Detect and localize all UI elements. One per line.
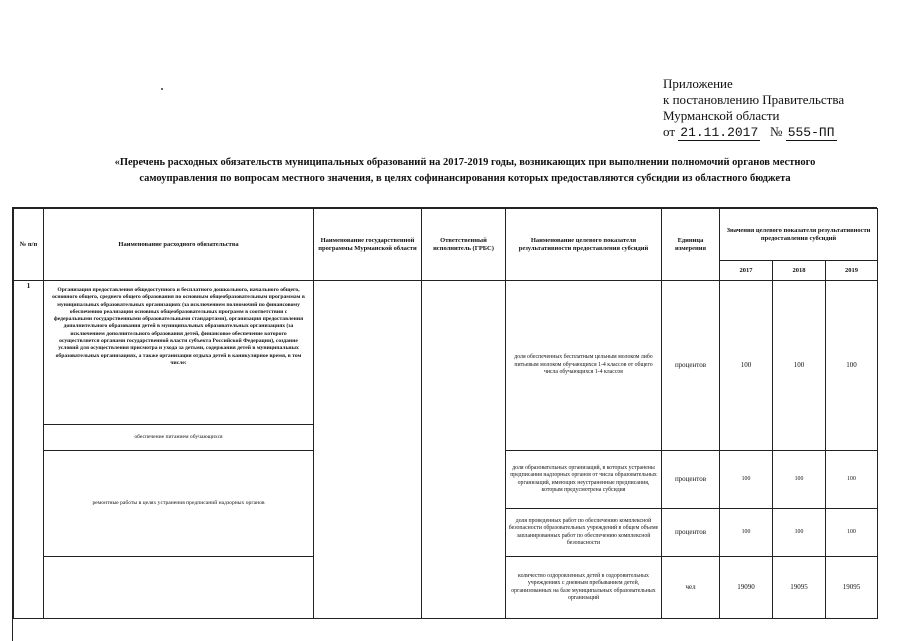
unit-cell: процентов	[662, 451, 720, 509]
date-prefix: от	[663, 124, 676, 139]
obligation-main: Организация предоставления общедоступного и бесплатного дошкольного, начального общего, основного общего, среднего общего образования по основным общеобразовательным программам в муниципальных образовательных организациях (за исключением полномочий по финансовому обеспечению реализации основных общеобразовательных программ в соответствии с федеральными государственными образовательными стандартами), организация предоставления дополнительного образования детей в муниципальных образовательных организациях (за исключением дополнительного образования детей, финансовое обеспечение которого осуществляется органами государственной власти субъекта Российской Федерации), создание условий для осуществления присмотра и ухода за детьми, содержания детей в муниципальных образовательных организациях, а также организация отдыха детей в каникулярное время, в том числе:	[44, 281, 314, 425]
program-cell	[314, 281, 422, 619]
obligations-table	[13, 208, 878, 619]
header-indicator: Наименование целевого показателя результативности предоставления субсидий	[506, 209, 662, 281]
value-2019: 100	[826, 451, 878, 509]
header-num: № п/п	[14, 209, 44, 281]
unit-cell: процентов	[662, 281, 720, 451]
document-title	[50, 155, 880, 187]
value-2017: 19090	[720, 557, 773, 619]
table-frame	[12, 207, 877, 641]
obligation-repair: ремонтные работы в целях устранения предписаний надзорных органов	[44, 451, 314, 557]
indicator-cell: доля образовательных организаций, в которых устранены предписания надзорных органов от числа образовательных организаций, имеющих неустраненные предписания, которым предусмотрена субсидия	[506, 451, 662, 509]
header-year-2017: 2017	[720, 261, 773, 281]
grbs-cell	[422, 281, 506, 619]
header-year-2018: 2018	[773, 261, 826, 281]
row-number: 1	[14, 281, 44, 619]
header-row-1	[14, 209, 878, 261]
unit-cell: чел	[662, 557, 720, 619]
indicator-cell: доля обеспеченных бесплатным цельным молоком либо питьевым молоком обучающихся 1-4 классов от общего числа обучающихся 1-4 классов	[506, 281, 662, 451]
title-line-1: «Перечень расходных обязательств муниципальных образований на 2017-2019 годы, возникающих при выполнении полномочий органов местного	[114, 157, 816, 168]
header-values: Значения целевого показателя результативности предоставления субсидий	[720, 209, 878, 261]
obligation-food: обеспечение питанием обучающихся	[44, 425, 314, 451]
header-obligation: Наименование расходного обязательства	[44, 209, 314, 281]
appendix-line-2: к постановлению Правительства	[663, 92, 845, 107]
value-2017: 100	[720, 281, 773, 451]
table-row	[14, 281, 878, 425]
obligation-empty	[44, 557, 314, 619]
value-2017: 100	[720, 509, 773, 557]
appendix-date-line	[663, 124, 844, 141]
value-2018: 100	[773, 281, 826, 451]
appendix-line-1: Приложение	[663, 76, 733, 91]
header-program: Наименование государственной программы Мурманской области	[314, 209, 422, 281]
indicator-cell: количество оздоровленных детей в оздоровительных учреждениях с дневным пребыванием детей, организованных на базе муниципальных образовательных организаций	[506, 557, 662, 619]
header-grbs: Ответственный исполнитель (ГРБС)	[422, 209, 506, 281]
value-2019: 100	[826, 509, 878, 557]
unit-cell: процентов	[662, 509, 720, 557]
header-year-2019: 2019	[826, 261, 878, 281]
value-2018: 100	[773, 509, 826, 557]
value-2017: 100	[720, 451, 773, 509]
value-2019: 19095	[826, 557, 878, 619]
number-prefix: №	[770, 124, 783, 139]
scan-speck	[161, 88, 163, 90]
header-unit: Единица измерения	[662, 209, 720, 281]
indicator-cell: доля проведенных работ по обеспечению комплексной безопасности образовательных учреждений в общем объеме запланированных работ по обеспечению комплексной безопасности	[506, 509, 662, 557]
appendix-block	[663, 76, 844, 141]
value-2019: 100	[826, 281, 878, 451]
value-2018: 100	[773, 451, 826, 509]
resolution-number: 555-ПП	[787, 125, 835, 140]
resolution-date: 21.11.2017	[680, 125, 759, 140]
value-2018: 19095	[773, 557, 826, 619]
title-line-2: самоуправления по вопросам местного значения, в целях софинансирования которых предоставляются субсидии из областного бюджета	[139, 173, 791, 184]
appendix-line-3: Мурманской области	[663, 108, 780, 123]
